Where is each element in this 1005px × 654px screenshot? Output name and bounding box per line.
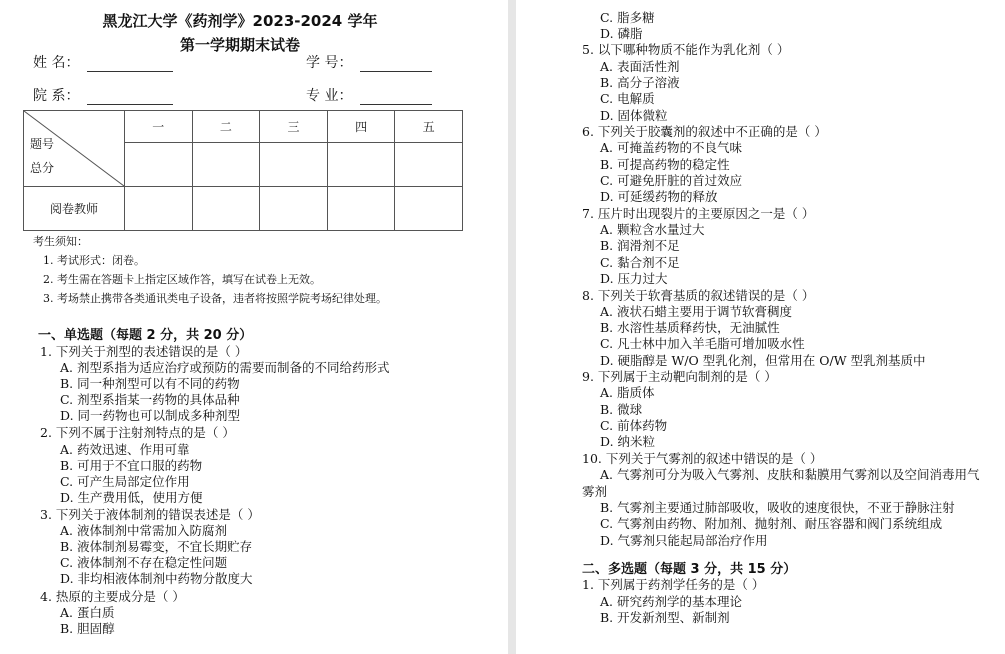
- name-field: [33, 52, 173, 72]
- question-option: D. 可延缓药物的释放: [600, 189, 718, 204]
- column-header: 五: [395, 111, 463, 143]
- question-option: C. 液体制剂不存在稳定性问题: [60, 555, 228, 570]
- question-option: D. 磷脂: [600, 26, 643, 41]
- column-header: 四: [327, 111, 395, 143]
- section-heading-multiple-choice: 二、多选题（每题 3 分，共 15 分）: [582, 562, 797, 577]
- question-option: A. 研究药剂学的基本理论: [600, 594, 742, 609]
- question-stem: 8. 下列关于软膏基质的叙述错误的是（ ）: [582, 288, 815, 303]
- grader-cell: [192, 187, 260, 231]
- grader-label: 阅卷教师: [24, 187, 125, 231]
- exam-page-right: [516, 0, 1005, 654]
- score-cell: [125, 143, 193, 187]
- department-label: 院 系：: [33, 88, 80, 104]
- question-number-label: 题号: [30, 137, 55, 151]
- question-option: A. 蛋白质: [60, 605, 115, 620]
- question-option: C. 黏合剂不足: [600, 255, 680, 270]
- column-header: 二: [192, 111, 260, 143]
- question-option-continued: 雾剂: [582, 484, 608, 499]
- score-cell: [260, 143, 328, 187]
- question-option: D. 同一药物也可以制成多种剂型: [60, 408, 241, 423]
- question-option: D. 压力过大: [600, 271, 668, 286]
- grader-cell: [327, 187, 395, 231]
- question-stem: 9. 下列属于主动靶向制剂的是（ ）: [582, 369, 777, 384]
- question-option: C. 可避免肝脏的首过效应: [600, 173, 743, 188]
- question-option: D. 硬脂醇是 W/O 型乳化剂，但常用在 O/W 型乳剂基质中: [600, 353, 926, 368]
- score-cell: [192, 143, 260, 187]
- column-header: 三: [260, 111, 328, 143]
- grader-cell: [125, 187, 193, 231]
- question-option: B. 液体制剂易霉变，不宜长期贮存: [60, 539, 253, 554]
- question-option: A. 气雾剂可分为吸入气雾剂、皮肤和黏膜用气雾剂以及空间消毒用气: [600, 467, 980, 482]
- grader-cell: [260, 187, 328, 231]
- question-option: A. 表面活性剂: [600, 59, 680, 74]
- question-option: A. 液状石蜡主要用于调节软膏稠度: [600, 304, 792, 319]
- major-blank: [360, 90, 432, 105]
- student-id-blank: [360, 57, 432, 72]
- question-option: C. 脂多糖: [600, 10, 655, 25]
- question-option: A. 液体制剂中常需加入防腐剂: [60, 523, 227, 538]
- note-item: 1. 考试形式：闭卷。: [43, 254, 145, 267]
- grader-cell: [395, 187, 463, 231]
- question-stem: 4. 热原的主要成分是（ ）: [40, 589, 185, 604]
- question-option: A. 剂型系指为适应治疗或预防的需要而制备的不同给药形式: [60, 360, 390, 375]
- question-option: B. 微球: [600, 402, 643, 417]
- question-option: B. 水溶性基质释药快，无油腻性: [600, 320, 780, 335]
- question-option: D. 气雾剂只能起局部治疗作用: [600, 533, 768, 548]
- department-field: [33, 85, 173, 105]
- note-item: 3. 考场禁止携带各类通讯类电子设备，违者将按照学院考场纪律处理。: [43, 292, 387, 305]
- exam-subtitle: 第一学期期末试卷: [179, 36, 300, 54]
- question-stem: 2. 下列不属于注射剂特点的是（ ）: [40, 425, 235, 440]
- question-stem: 3. 下列关于液体制剂的错误表述是（ ）: [40, 507, 260, 522]
- question-option: C. 前体药物: [600, 418, 668, 433]
- major-field: [306, 85, 432, 105]
- question-option: C. 剂型系指某一药物的具体品种: [60, 392, 240, 407]
- section-heading-single-choice: 一、单选题（每题 2 分，共 20 分）: [38, 328, 253, 343]
- score-table: [23, 110, 463, 231]
- score-cell: [327, 143, 395, 187]
- question-option: C. 可产生局部定位作用: [60, 474, 190, 489]
- question-option: C. 电解质: [600, 91, 655, 106]
- question-option: B. 开发新剂型、新制剂: [600, 610, 730, 625]
- question-option: B. 润滑剂不足: [600, 238, 680, 253]
- student-id-label: 学 号：: [306, 55, 353, 71]
- question-option: A. 可掩盖药物的不良气味: [600, 140, 742, 155]
- question-option: C. 凡士林中加入羊毛脂可增加吸水性: [600, 336, 805, 351]
- question-option: B. 高分子溶液: [600, 75, 680, 90]
- question-option: B. 可提高药物的稳定性: [600, 157, 730, 172]
- note-item: 2. 考生需在答题卡上指定区域作答，填写在试卷上无效。: [43, 273, 321, 286]
- question-option: B. 胆固醇: [60, 621, 115, 636]
- question-option: A. 脂质体: [600, 385, 655, 400]
- question-stem: 10. 下列关于气雾剂的叙述中错误的是（ ）: [582, 451, 823, 466]
- question-stem: 5. 以下哪种物质不能作为乳化剂（ ）: [582, 42, 790, 57]
- exam-notes: [33, 232, 387, 308]
- question-stem: 7. 压片时出现裂片的主要原因之一是（ ）: [582, 206, 815, 221]
- score-cell: [395, 143, 463, 187]
- question-option: B. 可用于不宜口服的药物: [60, 458, 203, 473]
- question-option: D. 固体微粒: [600, 108, 668, 123]
- name-blank: [87, 57, 173, 72]
- question-option: D. 生产费用低，使用方便: [60, 490, 203, 505]
- question-option: D. 纳米粒: [600, 434, 656, 449]
- exam-title: 黑龙江大学《药剂学》2023-2024 学年: [102, 12, 378, 30]
- department-blank: [87, 90, 173, 105]
- question-option: B. 同一种剂型可以有不同的药物: [60, 376, 240, 391]
- student-id-field: [306, 52, 432, 72]
- major-label: 专 业：: [306, 88, 353, 104]
- question-option: D. 非均相液体制剂中药物分散度大: [60, 571, 253, 586]
- question-stem: 1. 下列关于剂型的表述错误的是（ ）: [40, 344, 248, 359]
- notes-heading: 考生须知：: [33, 235, 88, 248]
- question-option: B. 气雾剂主要通过肺部吸收，吸收的速度很快，不亚于静脉注射: [600, 500, 955, 515]
- question-stem: 6. 下列关于胶囊剂的叙述中不正确的是（ ）: [582, 124, 827, 139]
- question-option: C. 气雾剂由药物、附加剂、抛射剂、耐压容器和阀门系统组成: [600, 516, 943, 531]
- question-stem: 1. 下列属于药剂学任务的是（ ）: [582, 577, 765, 592]
- question-option: A. 颗粒含水量过大: [600, 222, 705, 237]
- name-label: 姓 名：: [33, 55, 80, 71]
- column-header: 一: [125, 111, 193, 143]
- total-score-label: 总分: [30, 161, 55, 175]
- score-table-corner: [24, 111, 125, 187]
- question-option: A. 药效迅速、作用可靠: [60, 442, 190, 457]
